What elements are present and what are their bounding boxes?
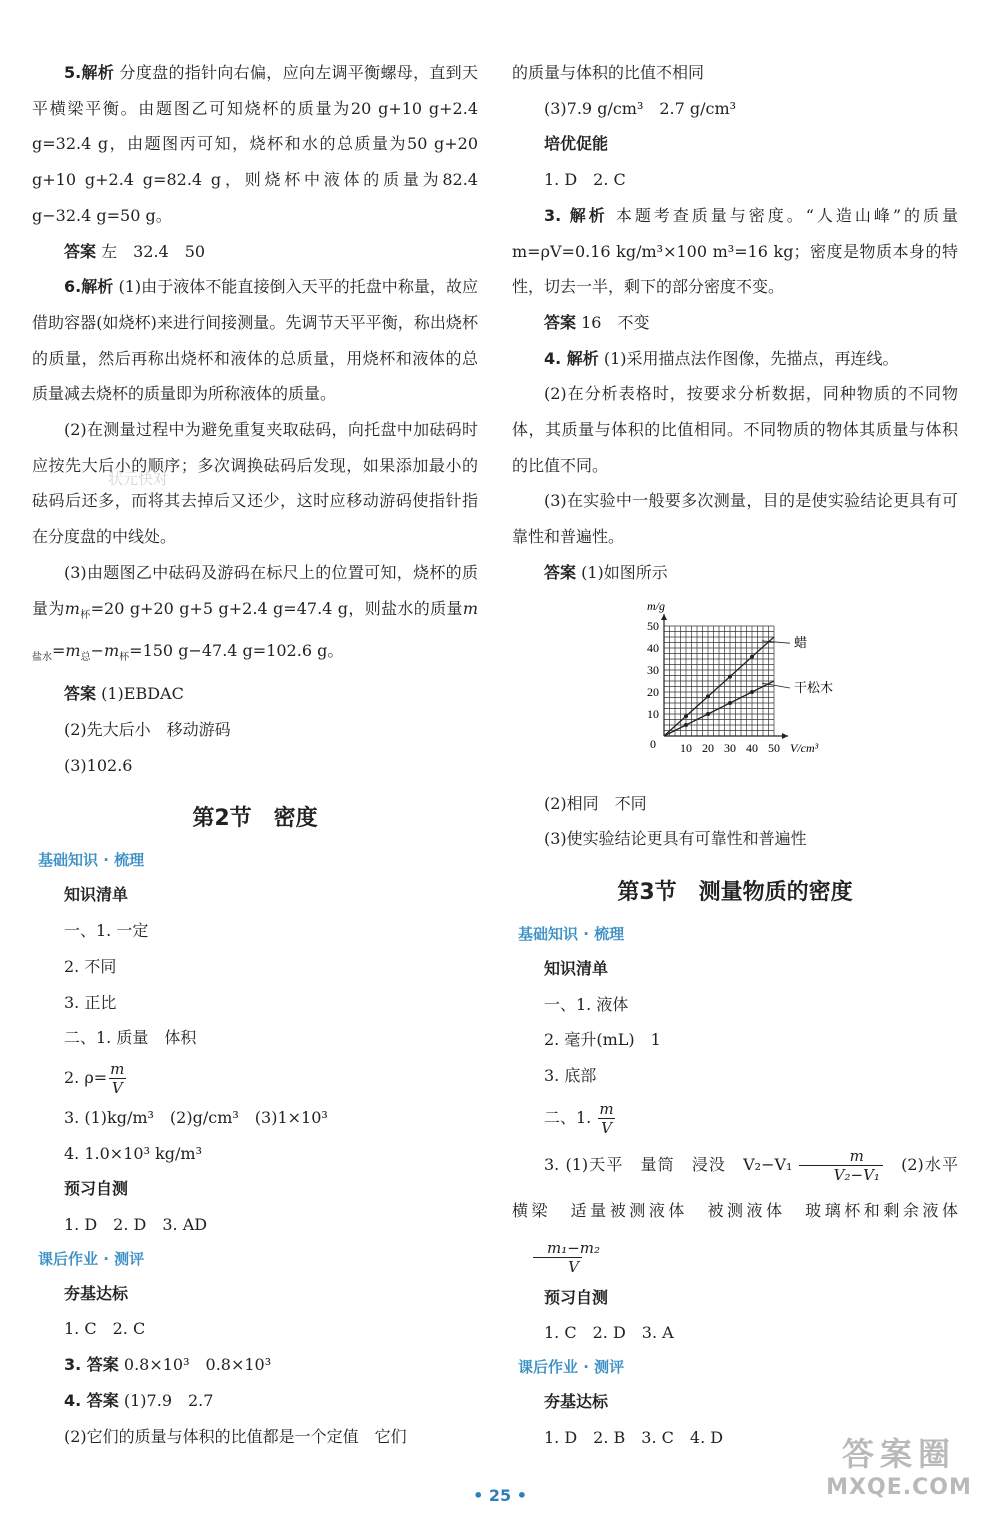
y-tick-label: 40 [647, 640, 659, 655]
data-point [728, 701, 732, 705]
text-run: =20 g+20 g+5 g+2.4 g=47.4 g，则盐水的质量 [90, 598, 463, 618]
knowledge-list-heading: 知识清单 [64, 885, 129, 905]
left-column [32, 55, 478, 1454]
mass-volume-chart [620, 601, 958, 780]
site-watermark-logo [810, 1429, 988, 1500]
y-axis-arrow [661, 614, 667, 620]
formula-prefix: 二、1. [544, 1107, 592, 1127]
var-m: m [64, 598, 80, 618]
y-axis-label: m/g [647, 600, 665, 613]
denominator: V [109, 1078, 126, 1097]
q6-answer [32, 676, 478, 712]
q4-part2: (2)在分析表格时，按要求分析数据，同种物质的不同物体，其质量与体积的比值相同。不同物质的物体其质量与体积的比值不同。 [512, 384, 958, 475]
x-tick-label: 50 [768, 740, 780, 755]
q4-label: 4. 解析 [544, 348, 599, 368]
knowledge-item: 一、1. 一定 [64, 921, 149, 941]
data-point [750, 690, 754, 694]
x-tick-label: 30 [724, 740, 736, 755]
q5-analysis [32, 55, 478, 234]
preview-test-heading: 预习自测 [64, 1179, 129, 1199]
text-run: − [90, 641, 104, 661]
text-run: (2)水平 横梁 适量被测液体 被测液体 玻璃杯和剩余液体 [512, 1154, 975, 1220]
band-basic-knowledge: 基础知识 · 梳理 [38, 851, 145, 870]
denominator: V₂−V₁ [799, 1165, 883, 1184]
foundation-heading: 夯基达标 [544, 1392, 609, 1412]
q5-text: 分度盘的指针向右偏，应向左调平衡螺母，直到天平横梁平衡。由题图乙可知烧杯的质量为20 g+10 g+2.4 g=32.4 g，由题图丙可知，烧杯和水的总质量为50 g+20 g+10 g+2.4 g=82.4 g，则烧杯中液体的质量为82.4 g−32.4 g=50 g。 [32, 63, 478, 225]
data-point [750, 654, 754, 658]
q3-analysis [512, 198, 958, 305]
knowledge-item: 3. 正比 [64, 992, 117, 1012]
series-leader-line [762, 641, 790, 643]
density-formula [32, 1056, 478, 1100]
q4-text: (1)采用描点法作图像，先描点，再连线。 [598, 348, 899, 368]
q5-label: 5.解析 [64, 63, 115, 82]
q3-text: 本题考查质量与密度。“人造山峰”的质量m=ρV=0.16 kg/m³×100 m³=16 kg；密度是物质本身的特性，切去一半，剩下的部分密度不变。 [512, 205, 958, 297]
numerator: m [849, 1146, 864, 1165]
text-run: =150 g−47.4 g=102.6 g。 [129, 641, 344, 661]
fraction [596, 1100, 616, 1137]
chart-svg [620, 601, 860, 776]
band-homework: 课后作业 · 测评 [38, 1249, 145, 1268]
origin-label: 0 [650, 736, 656, 751]
subscript: 杯 [119, 652, 130, 664]
var-m: m [462, 598, 478, 618]
var-m: m [65, 641, 81, 661]
answer-line: (3)7.9 g/cm³ 2.7 g/cm³ [544, 98, 737, 118]
y-tick-label: 10 [647, 706, 659, 721]
subscript: 杯 [79, 609, 91, 621]
homework-answers: 1. D 2. B 3. C 4. D [544, 1427, 724, 1447]
knowledge-item: 二、1. 质量 体积 [64, 1028, 197, 1048]
formula-prefix: 2. ρ= [64, 1067, 108, 1087]
fraction [799, 1147, 883, 1184]
q4-analysis [512, 341, 958, 377]
subscript: 盐水 [32, 652, 52, 664]
q6-label: 6.解析 [64, 277, 114, 297]
series-label: 干松木 [794, 680, 834, 696]
homework-answers: 1. C 2. C [64, 1319, 146, 1339]
watermark-en: MXQE.COM [826, 1475, 972, 1500]
answer-label: 4. 答案 [64, 1390, 119, 1410]
q4-answer-3: (3)使实验结论更具有可靠性和普遍性 [544, 829, 807, 849]
answer-label: 答案 [544, 312, 577, 332]
q6-analysis [32, 269, 478, 412]
answer-text: (1)EBDAC [96, 684, 184, 704]
section-title-3: 第3节 测量物质的密度 [617, 879, 853, 905]
subscript: 总 [80, 652, 91, 664]
preview-test-answers: 1. C 2. D 3. A [544, 1323, 674, 1343]
section-title-2: 第2节 密度 [192, 806, 318, 832]
x-tick-label: 10 [680, 740, 692, 755]
data-point [684, 723, 688, 727]
band-basic-knowledge: 基础知识 · 梳理 [518, 924, 625, 943]
knowledge-list-heading: 知识清单 [544, 958, 609, 978]
preview-test-heading: 预习自测 [544, 1287, 609, 1307]
denominator: V [533, 1257, 582, 1276]
band-homework: 课后作业 · 测评 [518, 1358, 625, 1377]
q3-answer [512, 305, 958, 341]
q6-text: (1)由于液体不能直接倒入天平的托盘中称量，故应借助容器(如烧杯)来进行间接测量。先调节天平平衡，称出烧杯的质量，然后再称出烧杯和液体的总质量，用烧杯和液体的总质量减去烧杯的质量即为所称液体的质量。 [32, 277, 478, 404]
x-tick-label: 40 [746, 740, 758, 755]
numerator: m₁−m₂ [547, 1238, 601, 1257]
homework-item-3 [32, 1347, 478, 1383]
answer-text: 16 不变 [576, 312, 650, 332]
q4-part3: (3)在实验中一般要多次测量，目的是使实验结论更具有可靠性和普遍性。 [512, 491, 958, 547]
answer-text: 0.8×10³ 0.8×10³ [118, 1355, 272, 1375]
knowledge-item: 3. (1)kg/m³ (2)g/cm³ (3)1×10³ [64, 1107, 328, 1127]
data-point [706, 694, 710, 698]
x-axis-label: V/cm³ [790, 740, 819, 755]
q4-answer-2: (2)相同 不同 [544, 793, 647, 813]
text-run: 3. (1)天平 量筒 浸没 V₂−V₁ [544, 1154, 793, 1174]
knowledge-item: 3. 底部 [544, 1066, 597, 1086]
x-tick-label: 20 [702, 740, 714, 755]
knowledge-item: 4. 1.0×10³ kg/m³ [64, 1143, 202, 1163]
advanced-answers: 1. D 2. C [544, 170, 626, 190]
answer-label: 3. 答案 [64, 1355, 119, 1375]
answer-text: (1)如图所示 [576, 562, 668, 582]
right-column [512, 55, 975, 1456]
numerator: m [110, 1059, 125, 1078]
q4-answer [512, 555, 958, 591]
var-m: m [103, 641, 120, 661]
y-tick-label: 30 [647, 662, 659, 677]
x-axis-arrow [782, 733, 788, 739]
denominator: V [598, 1118, 615, 1137]
y-tick-label: 50 [647, 618, 659, 633]
density-formula [512, 1094, 958, 1142]
answer-label: 答案 [64, 684, 97, 704]
measurement-steps [512, 1142, 975, 1280]
series-label: 蜡 [794, 635, 808, 651]
data-point [684, 714, 688, 718]
preview-test-answers: 1. D 2. D 3. AD [64, 1215, 208, 1235]
fraction [512, 1239, 603, 1276]
text-run: (3)由题图乙中砝码及游码在标尺上的位置可知，烧杯的质量为 [32, 562, 478, 618]
watermark-cn: 答案圈 [841, 1435, 956, 1473]
q6-part2: (2)在测量过程中为避免重复夹取砝码，向托盘中加砝码时应按先大后小的顺序；多次调换砝码后发现，如果添加最小的砝码后还多，而将其去掉后又还少，这时应移动游码使指针指在分度盘的中线处。 [32, 420, 478, 547]
answer-label: 答案 [64, 241, 97, 261]
y-tick-label: 20 [647, 684, 659, 699]
homework-item-4-2: (2)它们的质量与体积的比值都是一个定值 它们 [64, 1426, 407, 1446]
continuation-line: 的质量与体积的比值不相同 [512, 63, 705, 82]
q6-answer-3: (3)102.6 [64, 755, 133, 775]
data-point [706, 712, 710, 716]
fraction [107, 1060, 127, 1097]
knowledge-item: 2. 毫升(mL) 1 [544, 1030, 661, 1050]
text-run: = [52, 641, 66, 661]
q6-part3 [32, 555, 478, 676]
data-point [728, 674, 732, 678]
page-number: • 25 • [473, 1486, 527, 1505]
q5-answer [32, 234, 478, 270]
homework-item-4 [32, 1383, 478, 1419]
foundation-heading: 夯基达标 [64, 1283, 129, 1303]
numerator: m [599, 1099, 614, 1118]
q3-label: 3. 解析 [544, 205, 608, 225]
q6-answer-2: (2)先大后小 移动游码 [64, 720, 231, 740]
answer-label: 答案 [544, 562, 577, 582]
answer-text: 左 32.4 50 [96, 241, 206, 261]
knowledge-item: 一、1. 液体 [544, 994, 629, 1014]
advanced-heading: 培优促能 [544, 134, 609, 154]
answer-text: (1)7.9 2.7 [118, 1390, 214, 1410]
knowledge-item: 2. 不同 [64, 956, 117, 976]
ghost-watermark: 状元快对 [108, 470, 169, 488]
